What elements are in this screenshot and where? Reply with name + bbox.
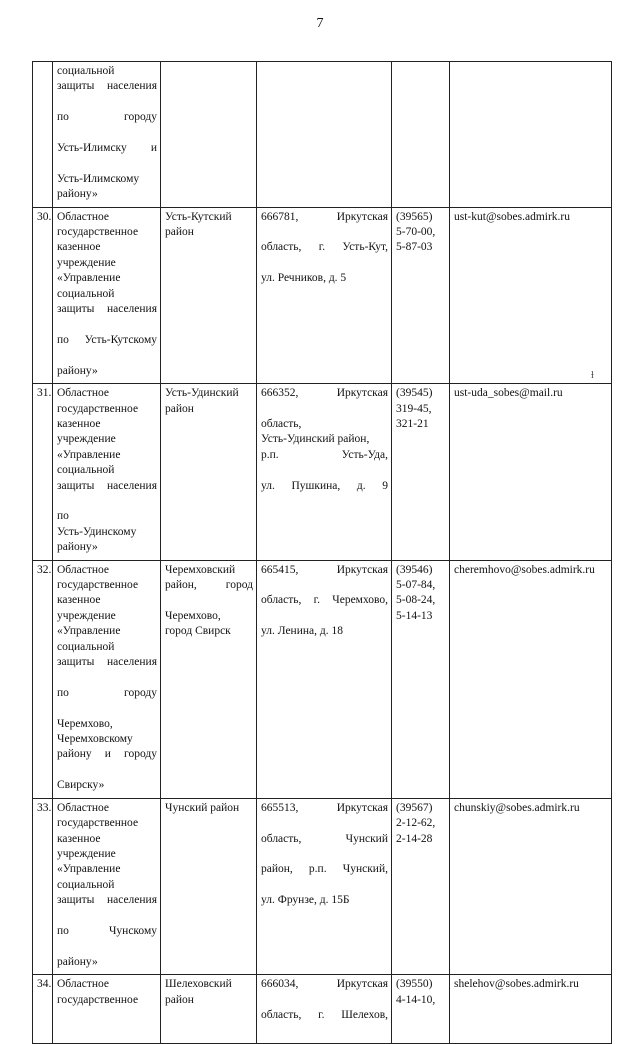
service-area-line: район <box>165 402 194 415</box>
institution-name-line: Областное <box>57 801 109 814</box>
address-cell <box>257 798 392 974</box>
row-number <box>33 560 53 798</box>
institution-name-line: Черемхово, <box>57 717 113 730</box>
institution-name-line: Черемховскому <box>57 733 133 746</box>
institution-name-line: по городу <box>57 686 157 699</box>
institution-name-line: району» <box>57 955 98 968</box>
institution-name-line: Усть-Илимскому <box>57 172 140 185</box>
row-number <box>33 207 53 383</box>
service-area-line: Усть-Удинский <box>165 387 239 400</box>
service-area-line: Усть-Кутский <box>165 210 232 223</box>
table-row <box>33 798 612 974</box>
institution-name-line: району и городу <box>57 748 157 761</box>
table-row <box>33 560 612 798</box>
institution-name-line: району» <box>57 364 98 377</box>
institution-name-line: государственное <box>57 993 139 1006</box>
institution-name-line: государственное <box>57 402 139 415</box>
address-cell <box>257 384 392 560</box>
institution-name-cell <box>53 384 161 560</box>
institution-name-cell <box>53 62 161 208</box>
email-address: shelehov@sobes.admirk.ru <box>454 978 579 991</box>
institution-name-cell <box>53 207 161 383</box>
address-line: район, р.п. Чунский, <box>261 863 388 876</box>
email-address: cheremhovo@sobes.admirk.ru <box>454 563 595 576</box>
page-number: 7 <box>316 16 324 31</box>
institution-name-line: району» <box>57 541 98 554</box>
institution-name-line: Усть-Илимску и <box>57 142 157 155</box>
table-body <box>33 62 612 1044</box>
email-cell <box>450 560 612 798</box>
row-number <box>33 975 53 1044</box>
address-line: Усть-Удинский район, <box>261 433 370 446</box>
email-address: chunskiy@sobes.admirk.ru <box>454 801 580 814</box>
address-line: ул. Фрунзе, д. 15Б <box>261 894 350 907</box>
phone-cell <box>392 975 450 1044</box>
service-area-cell <box>161 62 257 208</box>
institution-name-line: учреждение <box>57 433 116 446</box>
phone-line: (39567) <box>396 801 433 814</box>
institution-name-line: социальной <box>57 464 115 477</box>
phone-line: 5-07-84, <box>396 579 436 591</box>
institution-name-line: Усть-Удинскому <box>57 525 137 538</box>
institution-name-line: казенное <box>57 594 101 607</box>
address-line: 665415, Иркутская <box>261 563 388 576</box>
address-cell <box>257 62 392 208</box>
institution-name-line: защиты населения <box>57 479 157 492</box>
table-row <box>33 207 612 383</box>
row-number <box>33 798 53 974</box>
address-line: р.п. Усть-Уда, <box>261 448 388 461</box>
service-area-cell <box>161 384 257 560</box>
service-area-cell <box>161 975 257 1044</box>
service-area-line: Чунский район <box>165 801 240 814</box>
institution-name-line: «Управление <box>57 448 121 461</box>
address-cell <box>257 560 392 798</box>
address-line: область, г. Усть-Кут, <box>261 241 388 254</box>
institution-name-line: социальной <box>57 65 115 77</box>
scan-speck: ɫ <box>591 370 594 381</box>
address-line: область, Чунский <box>261 832 388 845</box>
phone-line: 321-21 <box>396 417 429 430</box>
phone-line: 5-70-00, <box>396 226 436 239</box>
institution-name-line: защиты населения <box>57 303 157 316</box>
address-line: ул. Пушкина, д. 9 <box>261 479 388 492</box>
phone-cell <box>392 798 450 974</box>
service-area-line: город Свирск <box>165 625 231 638</box>
table-row <box>33 384 612 560</box>
phone-line: (39546) <box>396 563 433 576</box>
service-area-cell <box>161 207 257 383</box>
institution-name-line: Областное <box>57 978 109 991</box>
institution-name-cell <box>53 560 161 798</box>
institution-name-line: Областное <box>57 563 109 576</box>
institution-name-line: социальной <box>57 878 115 891</box>
address-line: область, г. Шелехов, <box>261 1008 388 1021</box>
service-area-line: Шелеховский <box>165 978 232 991</box>
email-cell <box>450 62 612 208</box>
phone-line: 2-14-28 <box>396 832 433 845</box>
institution-name-line: «Управление <box>57 863 121 876</box>
phone-line: 5-08-24, <box>396 594 436 607</box>
address-line: область, <box>261 417 302 430</box>
institution-name-cell <box>53 798 161 974</box>
address-line: 666781, Иркутская <box>261 210 388 223</box>
phone-line: (39545) <box>396 387 433 400</box>
institution-name-line: государственное <box>57 579 139 591</box>
institution-name-line: учреждение <box>57 847 116 860</box>
service-area-line: Черемхово, <box>165 609 221 622</box>
row-number-text: 33. <box>37 801 52 814</box>
institution-name-line: казенное <box>57 832 101 845</box>
institution-name-line: защиты населения <box>57 80 157 93</box>
institution-name-line: Областное <box>57 210 109 223</box>
address-line: 666034, Иркутская <box>261 978 388 991</box>
institution-name-line: социальной <box>57 287 115 300</box>
service-area-line: район <box>165 993 194 1006</box>
institution-name-line: защиты населения <box>57 656 157 669</box>
service-area-line: Черемховский <box>165 563 236 576</box>
institution-name-line: учреждение <box>57 256 116 269</box>
row-number-text: 32. <box>37 563 52 576</box>
table-row <box>33 62 612 208</box>
phone-line: 319-45, <box>396 402 432 415</box>
address-line: 666352, Иркутская <box>261 387 388 400</box>
address-line: область, г. Черемхово, <box>261 594 388 607</box>
institutions-table <box>32 61 612 1044</box>
row-number <box>33 384 53 560</box>
institution-name-line: государственное <box>57 817 139 830</box>
phone-line: 5-87-03 <box>396 241 433 254</box>
institution-name-line: по Чунскому <box>57 924 157 937</box>
institution-name-line: государственное <box>57 226 139 239</box>
email-cell <box>450 384 612 560</box>
institution-name-line: социальной <box>57 640 115 653</box>
institution-name-line: «Управление <box>57 625 121 638</box>
address-line: 665513, Иркутская <box>261 801 388 814</box>
phone-cell <box>392 560 450 798</box>
institution-name-line: казенное <box>57 417 101 430</box>
row-number-text: 31. <box>37 387 52 400</box>
institution-name-line: Областное <box>57 387 109 400</box>
service-area-line: район <box>165 226 194 239</box>
email-cell <box>450 975 612 1044</box>
institution-name-line: защиты населения <box>57 894 157 907</box>
service-area-line: район, город <box>165 579 253 591</box>
phone-line: (39565) <box>396 210 433 223</box>
phone-line: 2-12-62, <box>396 817 436 830</box>
service-area-cell <box>161 798 257 974</box>
address-cell <box>257 975 392 1044</box>
address-line: ул. Ленина, д. 18 <box>261 625 343 638</box>
address-line: ул. Речников, д. 5 <box>261 272 347 285</box>
table-row <box>33 975 612 1044</box>
institution-name-line: «Управление <box>57 272 121 285</box>
email-address: ust-uda_sobes@mail.ru <box>454 387 563 400</box>
email-cell <box>450 207 612 383</box>
service-area-cell <box>161 560 257 798</box>
phone-line: (39550) <box>396 978 433 991</box>
institution-name-line: казенное <box>57 241 101 254</box>
address-cell <box>257 207 392 383</box>
institution-name-line: учреждение <box>57 609 116 622</box>
phone-cell <box>392 384 450 560</box>
row-number-text: 30. <box>37 210 52 223</box>
phone-cell <box>392 62 450 208</box>
row-number <box>33 62 53 208</box>
institution-name-line: по Усть-Кутскому <box>57 333 157 346</box>
email-cell <box>450 798 612 974</box>
row-number-text: 34. <box>37 978 52 991</box>
email-address: ust-kut@sobes.admirk.ru <box>454 210 570 223</box>
institution-name-line: Свирску» <box>57 779 105 792</box>
institution-name-line: по <box>57 510 69 523</box>
institution-name-line: району» <box>57 188 98 201</box>
phone-cell <box>392 207 450 383</box>
institution-name-line: по городу <box>57 111 157 124</box>
phone-line: 4-14-10, <box>396 993 436 1006</box>
institution-name-cell <box>53 975 161 1044</box>
phone-line: 5-14-13 <box>396 609 433 622</box>
